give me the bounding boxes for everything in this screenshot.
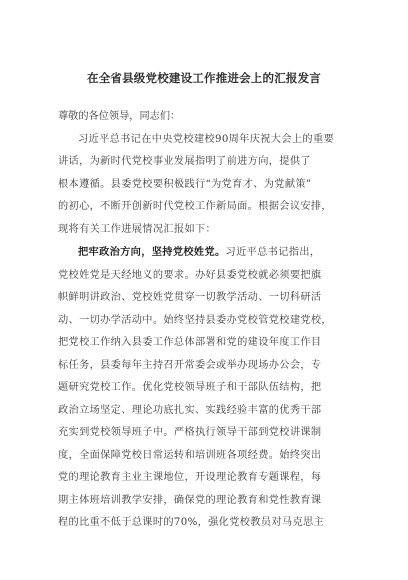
text-line: 党校姓党是天经地义的要求。办好县委党校就必须要把旗 (58, 269, 322, 281)
text-line: 动、一切办学活动中。始终坚持县委办党校管党校建党校， (58, 314, 332, 326)
text-line: 把党校工作纳入县委工作总体部署和党的建设年度工作目 (58, 337, 322, 348)
text-line: 标任务，县委每年主持召开常委会或举办现场办公会，专 (58, 359, 322, 371)
text-line: 帜鲜明讲政治、党校姓党贯穿一切教学活动、一切科研活 (58, 292, 322, 303)
text-line: 度，全面保障党校日常运转和培训班各项经费。始终突出 (58, 449, 322, 461)
salutation: 尊敬的各位领导，同志们： (58, 111, 181, 122)
section-heading: 把牢政治方向，坚持党校姓党。 (78, 246, 226, 258)
paragraph-intro (58, 129, 350, 242)
text-line: 政治立场坚定、理论功底扎实、实践经验丰富的优秀干部 (58, 404, 322, 416)
document-title: 在全省县级党校建设工作推进会上的汇报发言 (87, 71, 321, 85)
text-line: 程的比重不低于总课时的70%，强化党校教员对马克思主 (58, 517, 325, 528)
heading-line-rest: 习近平总书记指出， (225, 247, 321, 258)
paragraph-political-direction (58, 241, 350, 535)
text-line: 充实到党校领导班子中。严格执行领导干部到党校讲课制 (58, 427, 322, 438)
text-line: 讲话，为新时代党校事业发展指明了前进方向，提供了 (58, 156, 311, 167)
text-line: 题研究党校工作。优化党校领导班子和干部队伍结构，把 (58, 382, 322, 393)
text-line: 习近平总书记在中央党校建校90周年庆祝大会上的重要 (78, 133, 335, 145)
text-line: 期主体班培训教学安排，确保党的理论教育和党性教育课 (58, 494, 322, 506)
text-line: 党的理论教育主业主课地位，开设理论教育专题课程，每 (58, 472, 322, 483)
text-line (58, 241, 350, 265)
text-line: 现将有关工作进展情况汇报如下： (58, 223, 217, 235)
text-line: 根本遵循。县委党校要积极践行“为党育才、为党献策” (58, 178, 312, 190)
text-line: 的初心，不断开创新时代党校工作新局面。根据会议安排， (58, 201, 332, 212)
